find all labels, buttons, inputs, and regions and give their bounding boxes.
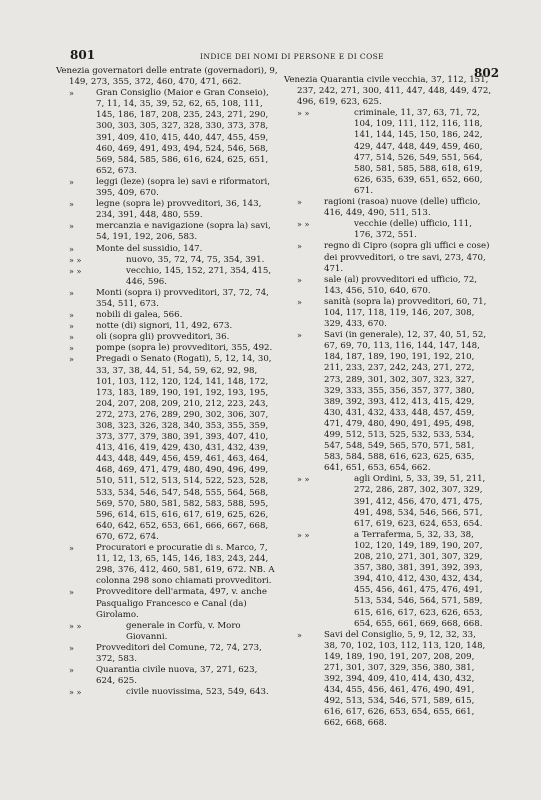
ditto-mark: » (69, 588, 74, 598)
index-entry-text: Venezia Quarantia civile vecchia, 37, 112, 151, 237, 242, 271, 300, 411, 447, 448, 449, 472, 496, 619, 623, 625. (284, 75, 492, 108)
ditto-mark: » (297, 630, 302, 640)
ditto-mark: » (297, 297, 302, 307)
index-entry-text: pompe (sopra le) provveditori, 355, 492. (96, 343, 273, 354)
ditto-mark: » (69, 89, 74, 99)
ditto-mark: » (69, 344, 74, 354)
index-entry-text: leggi (leze) (sopra le) savi e riformatori, 395, 409, 670. (96, 176, 271, 199)
index-entry (56, 255, 278, 266)
ditto-mark: » (69, 200, 74, 210)
ditto-mark: » » (297, 220, 310, 230)
running-header: INDICE DEI NOMI DI PERSONE E DI COSE (200, 52, 385, 61)
ditto-mark: » (69, 244, 74, 254)
index-entry (56, 88, 278, 177)
index-entry (56, 621, 278, 643)
right-page-number: 802 (474, 66, 500, 80)
ditto-mark: » (297, 275, 302, 285)
index-entry-text: Provveditori del Comune, 72, 74, 273, 372, 583. (96, 642, 262, 664)
ditto-mark: » » (297, 475, 310, 485)
ditto-mark: » (69, 288, 74, 298)
index-entry-text: nuovo, 35, 72, 74, 75, 354, 391. (126, 254, 265, 265)
ditto-mark: » » (297, 530, 310, 540)
index-entry (284, 75, 492, 108)
index-entry (56, 332, 278, 343)
left-index-column (56, 66, 278, 698)
index-entry-text: sale (al) provveditori ed ufficio, 72, 143, 456, 510, 640, 670. (324, 274, 478, 296)
index-entry (56, 687, 278, 698)
index-entry (284, 297, 492, 330)
index-entry-text: generale in Corfù, v. Moro Giovanni. (126, 620, 241, 642)
index-entry-text: Quarantia civile nuova, 37, 271, 623, 624, 625. (96, 665, 258, 687)
index-entry (284, 108, 492, 197)
index-entry-text: Savi (in generale), 12, 37, 40, 51, 52, 67, 69, 70, 113, 116, 144, 147, 148, 184, 187, 189, 190, 191, 192, 210, 211, 233, 237, 242, 243, 271, 272, 273, 289, 301, 302, 307, 323, 327, 329, 333, 355, 356, 357, 377, 380, 389, 392, 393, 412, 413, 415, 429, 430, 431, 432, 433, 448, 457, 459, 471, 479, 480, 490, 491, 495, 498, 499, 512, 513, 525, 532, 533, 534, 547, 548, 549, 565, 570, 571, 581, 583, 584, 588, 616, 623, 625, 635, 641, 651, 653, 654, 662. (324, 330, 487, 474)
index-entry-text: Venezia governatori delle entrate (governadori), 9, 149, 273, 355, 372, 460, 470, 471, 662. (56, 66, 278, 88)
index-entry-text: criminale, 11, 37, 63, 71, 72, 104, 109, 111, 112, 116, 118, 141, 144, 145, 150, 186, 242, 429, 447, 448, 449, 459, 460, 477, 514, 526, 549, 551, 564, 580, 581, 585, 588, 618, 619, 626, 635, 639, 651, 652, 660, 671. (354, 108, 483, 196)
index-entry-text: a Terraferma, 5, 32, 33, 38, 102, 120, 149, 189, 190, 207, 208, 210, 271, 301, 307, 329, 357, 380, 381, 391, 392, 393, 394, 410, 412, 430, 432, 434, 455, 456, 461, 475, 476, 491, 513, 534, 546, 564, 571, 589, 615, 616, 617, 623, 626, 653, 654, 655, 661, 669, 668, 668. (354, 529, 483, 629)
index-entry (56, 543, 278, 587)
index-entry-text: Pregadi o Senato (Rogati), 5, 12, 14, 30, 33, 37, 38, 44, 51, 54, 59, 62, 92, 98, 101, 103, 112, 120, 124, 141, 148, 172, 173, 183, 189, 190, 191, 192, 193, 195, 204, 207, 208, 209, 210, 212, 223, 243, 272, 273, 276, 289, 290, 302, 306, 307, 308, 323, 326, 328, 340, 353, 355, 359, 373, 377, 379, 380, 391, 393, 407, 410, 413, 416, 419, 429, 430, 431, 432, 439, 443, 448, 449, 456, 459, 461, 463, 464, 468, 469, 471, 479, 480, 490, 496, 499, 510, 511, 512, 513, 514, 522, 523, 528, 533, 534, 546, 547, 548, 555, 564, 568, 569, 570, 580, 581, 582, 583, 588, 595, 596, 614, 615, 616, 617, 619, 625, 626, 640, 642, 652, 653, 661, 666, 667, 668, 670, 672, 674. (96, 354, 272, 542)
index-entry (56, 665, 278, 687)
index-entry (284, 275, 492, 297)
right-index-column (284, 75, 492, 730)
index-entry-text: Monti (sopra i) provveditori, 37, 72, 74, 354, 511, 673. (96, 287, 269, 309)
index-entry-text: vecchio, 145, 152, 271, 354, 415, 446, 596. (126, 265, 272, 287)
index-entry (56, 343, 278, 354)
ditto-mark: » (69, 643, 74, 653)
ditto-mark: » » (69, 621, 82, 631)
ditto-mark: » (69, 222, 74, 232)
index-entry-text: Savi del Consiglio, 5, 9, 12, 32, 33, 38, 70, 102, 103, 112, 113, 120, 148, 149, 189, 190, 191, 207, 208, 209, 271, 301, 307, 329, 356, 380, 381, 392, 394, 409, 410, 414, 430, 432, 434, 455, 456, 461, 476, 490, 491, 492, 513, 534, 546, 571, 589, 615, 616, 617, 626, 653, 654, 655, 661, 662, 668, 668. (324, 629, 486, 729)
index-entry-text: legne (sopra le) provveditori, 36, 143, 234, 391, 448, 480, 559. (96, 199, 262, 221)
ditto-mark: » » (69, 266, 82, 276)
index-entry (284, 530, 492, 630)
index-entry (56, 354, 278, 543)
left-page-number: 801 (70, 48, 96, 62)
ditto-mark: » (297, 242, 302, 252)
index-entry-text: agli Ordini, 5, 33, 39, 51, 211, 272, 286, 287, 302, 307, 329, 391, 412, 456, 470, 471, 475, 491, 498, 534, 546, 566, 571, 617, 619, 623, 624, 653, 654. (354, 474, 486, 529)
index-entry (56, 643, 278, 665)
index-entry (284, 219, 492, 241)
index-entry (284, 197, 492, 219)
index-entry-text: Monte del sussidio, 147. (96, 243, 203, 254)
index-entry-text: nobili di galea, 566. (96, 310, 183, 321)
index-entry (56, 199, 278, 221)
index-entry (56, 221, 278, 243)
ditto-mark: » (297, 198, 302, 208)
index-entry (56, 587, 278, 620)
index-entry-text: ragioni (rasoa) nuove (delle) ufficio, 416, 449, 490, 511, 513. (324, 197, 481, 219)
index-entry (284, 330, 492, 474)
ditto-mark: » (69, 544, 74, 554)
ditto-mark: » (69, 355, 74, 365)
index-entry-text: sanità (sopra la) provveditori, 60, 71, 104, 117, 118, 119, 146, 207, 308, 329, 433, 670. (324, 296, 487, 330)
index-entry (56, 66, 278, 88)
index-entry-text: regno di Cipro (sopra gli uffici e cose) dei provveditori, o tre savi, 273, 470, 471. (324, 241, 490, 274)
index-entry-text: Procuratori e procuratie di s. Marco, 7, 11, 12, 13, 65, 145, 146, 183, 243, 244, 298, 376, 412, 460, 581, 619, 672. NB. A colonna 298 sono chiamati provveditori. (96, 543, 275, 587)
index-entry (284, 241, 492, 274)
ditto-mark: » » (69, 255, 82, 265)
ditto-mark: » » (69, 688, 82, 698)
index-entry-text: oli (sopra gli) provveditori, 36. (96, 332, 230, 343)
ditto-mark: » » (297, 109, 310, 119)
ditto-mark: » (69, 333, 74, 343)
ditto-mark: » (69, 666, 74, 676)
index-entry (56, 310, 278, 321)
index-entry-text: vecchie (delle) ufficio, 111, 176, 372, 551. (354, 219, 472, 241)
ditto-mark: » (297, 331, 302, 341)
index-entry (56, 177, 278, 199)
ditto-mark: » (69, 177, 74, 187)
ditto-mark: » (69, 311, 74, 321)
index-entry (56, 266, 278, 288)
index-entry-text: mercanzia e navigazione (sopra la) savi, 54, 191, 192, 206, 583. (96, 221, 271, 243)
index-entry-text: civile nuovissima, 523, 549, 643. (126, 687, 269, 698)
index-entry (284, 630, 492, 730)
index-entry (56, 244, 278, 255)
index-entry-text: Gran Consiglio (Maior e Gran Conseio), 7, 11, 14, 35, 39, 52, 62, 65, 108, 111, 145, 186, 187, 208, 235, 243, 271, 290, 300, 303, 305, 327, 328, 330, 373, 378, 391, 409, 410, 415, 440, 447, 455, 459, 460, 469, 491, 493, 494, 524, 546, 568, 569, 584, 585, 586, 616, 624, 625, 651, 652, 673. (96, 88, 269, 176)
index-entry-text: Provveditore dell'armata, 497, v. anche Pasqualigo Francesco e Canal (da) Girolamo. (96, 587, 267, 620)
ditto-mark: » (69, 322, 74, 332)
index-entry (56, 321, 278, 332)
index-entry (284, 474, 492, 529)
index-entry-text: notte (di) signori, 11, 492, 673. (96, 321, 233, 332)
index-entry (56, 288, 278, 310)
